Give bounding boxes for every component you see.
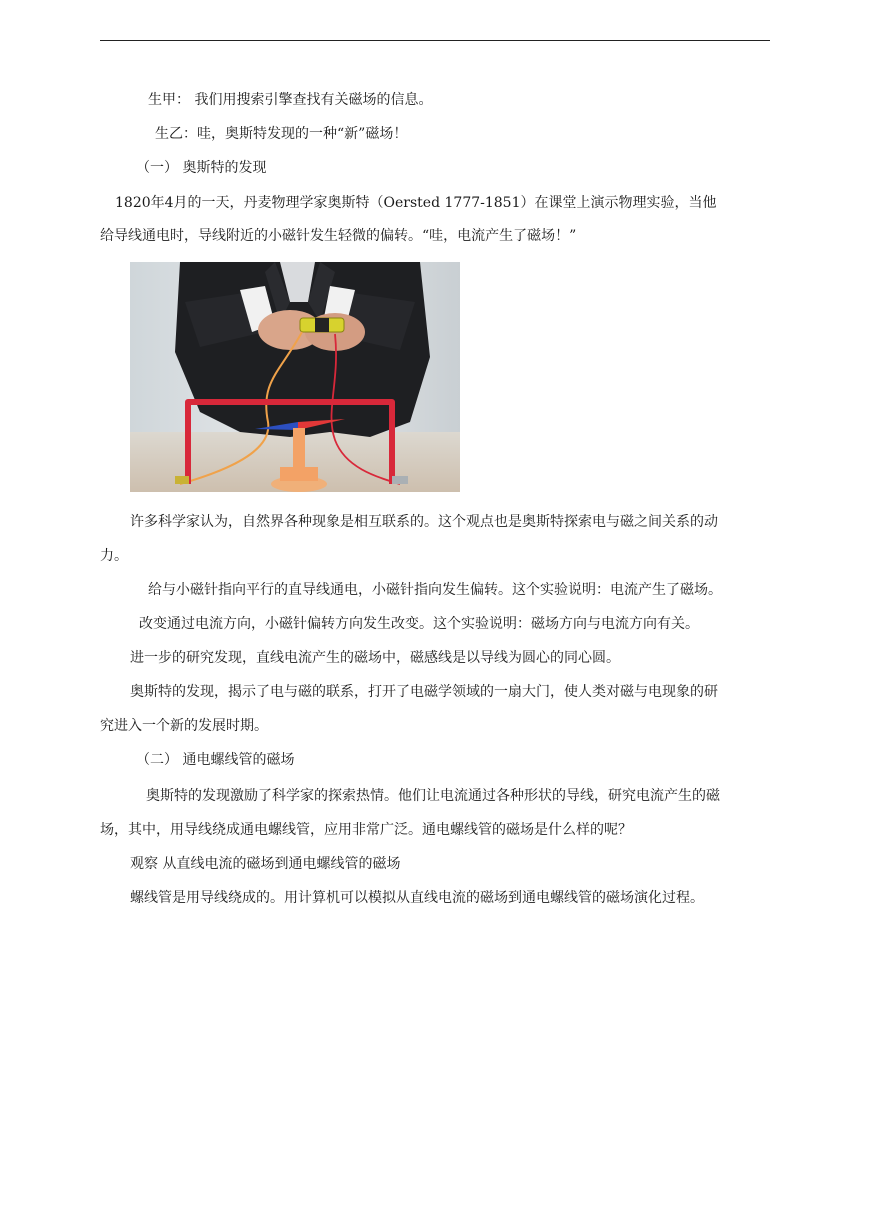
paragraph-oersted-1: 1820年4月的一天，丹麦物理学家奥斯特（Oersted 1777-1851）在课堂上演示物理实验，当他 [115,195,717,211]
dialogue-student-b: 生乙：哇，奥斯特发现的一种“新”磁场！ [155,126,408,142]
paragraph-solenoid-2: 场，其中，用导线绕成通电螺线管，应用非常广泛。通电螺线管的磁场是什么样的呢？ [100,822,632,838]
observation-heading: 观察 从直线电流的磁场到通电螺线管的磁场 [130,856,401,872]
paragraph-oersted-2: 给导线通电时，导线附近的小磁针发生轻微的偏转。“哇，电流产生了磁场！” [100,228,577,244]
header-rule [100,40,770,41]
paragraph-solenoid-1: 奥斯特的发现激励了科学家的探索热情。他们让电流通过各种形状的导线，研究电流产生的磁 [146,788,720,804]
dialogue-student-a: 生甲： 我们用搜索引擎查找有关磁场的信息。 [148,92,433,108]
paragraph-significance-2: 究进入一个新的发展时期。 [100,718,268,734]
paragraph-concentric: 进一步的研究发现，直线电流产生的磁场中，磁感线是以导线为圆心的同心圆。 [130,650,620,666]
paragraph-experiment-1: 给与小磁针指向平行的直导线通电，小磁针指向发生偏转。这个实验说明：电流产生了磁场。 [148,582,722,598]
experiment-photo [130,262,460,492]
section-heading-1: （一） 奥斯特的发现 [136,160,267,176]
paragraph-connection-2: 力。 [100,548,128,564]
paragraph-experiment-2: 改变通过电流方向，小磁针偏转方向发生改变。这个实验说明：磁场方向与电流方向有关。 [139,616,699,632]
paragraph-connection-1: 许多科学家认为，自然界各种现象是相互联系的。这个观点也是奥斯特探索电与磁之间关系的动 [130,514,718,530]
paragraph-significance-1: 奥斯特的发现，揭示了电与磁的联系，打开了电磁学领域的一扇大门，使人类对磁与电现象的研 [130,684,718,700]
paragraph-simulation: 螺线管是用导线绕成的。用计算机可以模拟从直线电流的磁场到通电螺线管的磁场演化过程。 [130,890,704,906]
section-heading-2: （二） 通电螺线管的磁场 [136,752,295,768]
